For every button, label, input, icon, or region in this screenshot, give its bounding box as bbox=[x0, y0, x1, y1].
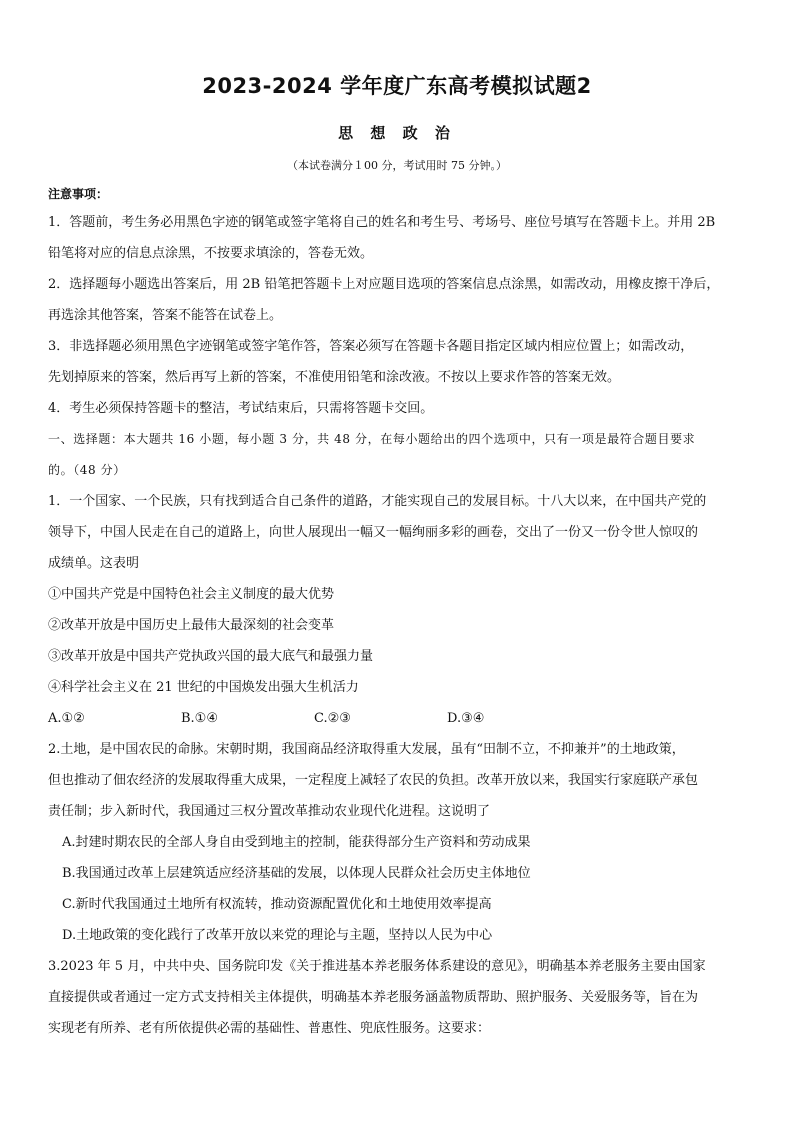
choice-b: B.①④ bbox=[181, 711, 218, 726]
question-1-choices bbox=[48, 703, 750, 734]
notice-line: 先划掉原来的答案，然后再写上新的答案，不准使用铅笔和涂改液。不按以上要求作答的答案无效。 bbox=[48, 370, 621, 385]
section-heading: 一、选择题：本大题共 16 小题，每小题 3 分，共 48 分，在每小题给出的四个选项中，只有一项是最符合题目要求 bbox=[48, 432, 696, 446]
notice-line: 4．考生必须保持答题卡的整洁，考试结束后，只需将答题卡交回。 bbox=[48, 401, 434, 416]
choice-d: D.③④ bbox=[447, 711, 485, 726]
notice-heading: 注意事项： bbox=[48, 187, 109, 201]
notice-line: 2．选择题每小题选出答案后，用 2B 铅笔把答题卡上对应题目选项的答案信息点涂黑，如需改动，用橡皮擦干净后， bbox=[48, 277, 720, 292]
choice-a: A.①② bbox=[48, 711, 85, 726]
notice-line: 再选涂其他答案，答案不能答在试卷上。 bbox=[48, 308, 283, 323]
question-2-stem: 责任制；步入新时代，我国通过三权分置改革推动农业现代化进程。这说明了 bbox=[48, 804, 491, 819]
question-2-option-d: D.土地政策的变化践行了改革开放以来党的理论与主题，坚持以人民为中心 bbox=[62, 928, 493, 943]
choice-c: C.②③ bbox=[314, 711, 351, 726]
question-1-stem: 成绩单。这表明 bbox=[48, 556, 140, 571]
question-2-option-a: A.封建时期农民的全部人身自由受到地主的控制，能获得部分生产资料和劳动成果 bbox=[62, 835, 531, 850]
question-1-stem: 领导下，中国人民走在自己的道路上，向世人展现出一幅又一幅绚丽多彩的画卷，交出了一份又一份令世人惊叹的 bbox=[48, 525, 699, 540]
notice-line: 1．答题前，考生务必用黑色字迹的钢笔或签字笔将自己的姓名和考生号、考场号、座位号填写在答题卡上。并用 2B bbox=[48, 215, 716, 230]
question-1-statement: ②改革开放是中国历史上最伟大最深刻的社会变革 bbox=[48, 618, 335, 633]
question-1-statement: ①中国共产党是中国特色社会主义制度的最大优势 bbox=[48, 587, 335, 602]
question-2-option-b: B.我国通过改革上层建筑适应经济基础的发展，以体现人民群众社会历史主体地位 bbox=[62, 866, 531, 881]
question-1-statement: ③改革开放是中国共产党执政兴国的最大底气和最强力量 bbox=[48, 649, 374, 664]
question-2-option-c: C.新时代我国通过土地所有权流转，推动资源配置优化和土地使用效率提高 bbox=[62, 897, 492, 912]
notice-line: 铅笔将对应的信息点涂黑，不按要求填涂的，答卷无效。 bbox=[48, 246, 374, 261]
exam-content bbox=[48, 183, 750, 1044]
notice-line: 3．非选择题必须用黑色字迹钢笔或签字笔作答，答案必须写在答题卡各题目指定区域内相应位置上；如需改动， bbox=[48, 339, 694, 354]
question-3-stem: 3.2023 年 5 月，中共中央、国务院印发《关于推进基本养老服务体系建设的意见》，明确基本养老服务主要由国家 bbox=[48, 959, 706, 974]
question-1-statement: ④科学社会主义在 21 世纪的中国焕发出强大生机活力 bbox=[48, 680, 359, 695]
question-3-stem: 直接提供或者通过一定方式支持相关主体提供，明确基本养老服务涵盖物质帮助、照护服务、关爱服务等，旨在为 bbox=[48, 990, 699, 1005]
question-1-stem: 1．一个国家、一个民族，只有找到适合自己条件的道路，才能实现自己的发展目标。十八大以来，在中国共产党的 bbox=[48, 494, 707, 509]
subject-heading: 思 想 政 治 bbox=[338, 124, 456, 142]
question-2-stem: 2.土地，是中国农民的命脉。宋朝时期，我国商品经济取得重大发展，虽有“田制不立，不抑兼并”的土地政策， bbox=[48, 742, 685, 757]
page-title: 2023-2024 学年度广东高考模拟试题2 bbox=[202, 74, 592, 98]
exam-info: （本试卷满分１00 分，考试用时 75 分钟。） bbox=[287, 159, 507, 172]
question-2-stem: 但也推动了佃农经济的发展取得重大成果，一定程度上减轻了农民的负担。改革开放以来，我国实行家庭联产承包 bbox=[48, 773, 699, 788]
question-3-stem: 实现老有所养、老有所依提供必需的基础性、普惠性、兜底性服务。这要求： bbox=[48, 1021, 491, 1036]
section-heading-continued: 的。（48 分） bbox=[48, 463, 126, 477]
